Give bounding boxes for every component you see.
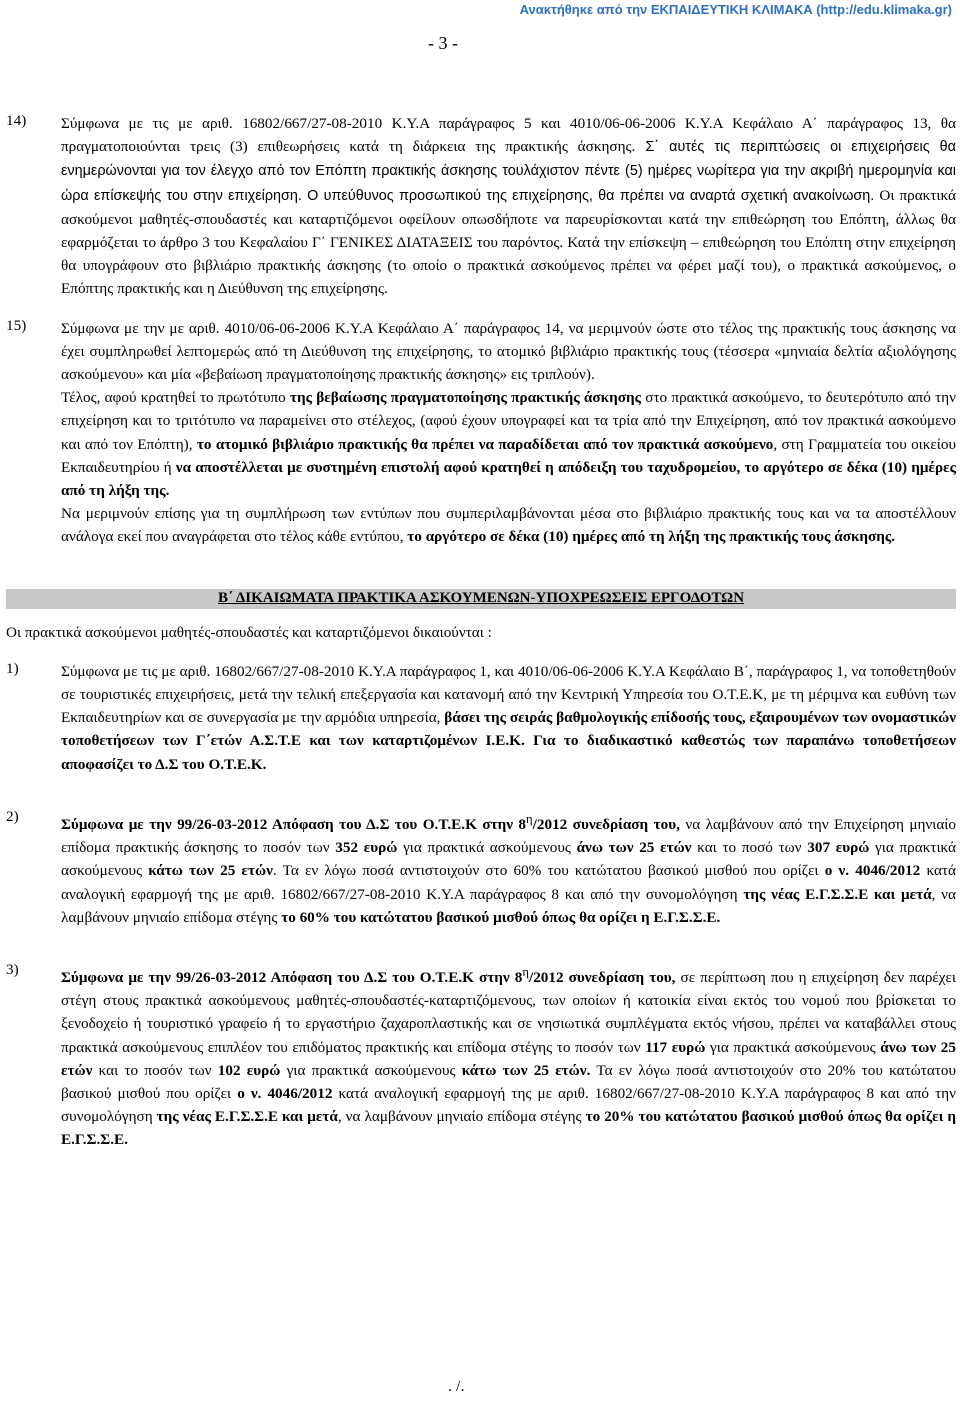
text-run: για πρακτικά ασκούμενους (705, 1038, 881, 1056)
section-heading-bar (6, 589, 956, 609)
bold-run: 102 ευρώ (217, 1061, 281, 1079)
item-text (61, 808, 956, 929)
item-15 (6, 317, 956, 549)
text-run: κατά αναλογική εφαρμογή της με αριθ. 16802/667/27-08-2010 Κ.Υ.Α παράγραφος 8 και από την συνομολόγηση (61, 862, 956, 903)
text-run: κατά αναλογική εφαρμογή της με αριθ. 16802/667/27-08-2010 Κ.Υ.Α παράγραφος 8 και από την συνομολόγηση (61, 1085, 956, 1126)
text-run: Σ΄ αυτές τις περιπτώσεις οι επιχειρήσεις θα ενημερώνονται για τον έλεγχο από τον Επόπτη πρακτικής άσκησης τουλάχιστον πέντε (5) ημέρες νωρίτερα για την ακριβή ημερομηνία και ώρα επίσκεψής του στην επιχείρηση. Ο υπεύθυνος προσωπικού της επιχείρησης, θα πρέπει να αναρτά σχετική ανακοίνωση. (61, 139, 956, 204)
item-b1 (6, 660, 956, 776)
item-text (61, 317, 956, 549)
bold-run: άνω των 25 ετών (576, 839, 692, 857)
item-b2 (6, 808, 956, 929)
bold-run: βάσει της σειράς βαθμολογικής επίδοσής τους, εξαιρουμένων των ονομαστικών τοποθετήσεων των Γ΄ετών Α.Σ.Τ.Ε και των καταρτιζομένων Ι.Ε.Κ. Για το διαδικαστικό καθεστώς των παραπάνω τοποθετήσεων αποφασίζει το Δ.Σ του Ο.Τ.Ε.Κ. (61, 709, 956, 773)
bold-run: της νέας Ε.Γ.Σ.Σ.Ε και μετά (743, 885, 932, 903)
item-number: 15) (6, 316, 27, 334)
bold-run: κάτω των 25 ετών. (461, 1061, 591, 1079)
text-run: Οι πρακτικά ασκούμενοι μαθητές-σπουδαστές και καταρτιζόμενοι οφείλουν οπωσδήποτε να παρευρίσκονται κατά την επιθεώρηση του Επόπτη, άλλως θα εφαρμόζεται το άρθρο 3 του Κεφαλαίου Γ΄ ΓΕΝΙΚΕΣ ΔΙΑΤΑΞΕΙΣ του παρόντος. Κατά την επίσκεψη – επιθεώρηση του Επόπτη στην επιχείρηση θα υπογράφουν στο βιβλιάριο πρακτικής άσκησης (το οποίο ο πρακτικά ασκούμενος πρέπει να φέρει μαζί του), ο πρακτικά ασκούμενος, ο Επόπτης πρακτικής και η Διεύθυνση της επιχείρησης. (61, 186, 956, 298)
bold-run: /2012 συνεδρίαση του, (532, 815, 680, 833)
item-number: 1) (6, 659, 19, 677)
text-run: για πρακτικά ασκούμενους (61, 839, 957, 880)
bold-run: κάτω των 25 ετών (148, 862, 273, 880)
text-run: Σύμφωνα με τις με αριθ. 16802/667/27-08-2010 Κ.Υ.Α παράγραφος 1, και 4010/06-06-2006 Κ.Υ.Α Κεφάλαιο Β΄, παράγραφος 1, να τοποθετηθούν σε τουριστικές επιχειρήσεις, μετά την τελική επεξεργασία και κατανομή από την Κεντρική Υπηρεσία του Ο.Τ.Ε.Κ, με τη μέριμνα και ευθύνη των Εκπαιδευτηρίων και σε συνεργασία με την αρμόδια υπηρεσία, (61, 662, 956, 727)
bold-run: της νέας Ε.Γ.Σ.Σ.Ε και μετά (156, 1108, 338, 1126)
bold-run: το 20% του κατώτατου βασικού μισθού όπως θα ορίζει η Ε.Γ.Σ.Σ.Ε. (61, 1108, 956, 1149)
bold-run: το αργότερο σε δέκα (10) ημέρες από τη λήξη της πρακτικής τους άσκησης. (407, 528, 896, 546)
bold-run: 117 ευρώ (645, 1038, 706, 1056)
item-text (61, 660, 956, 776)
item-number: 14) (6, 112, 27, 129)
bold-run: Σύμφωνα με την 99/26-03-2012 Απόφαση του Δ.Σ του Ο.Τ.Ε.Κ στην 8 (61, 969, 523, 987)
bold-run: της βεβαίωσης πραγματοποίησης πρακτικής άσκησης (290, 389, 641, 407)
section-title: Β΄ ΔΙΚΑΙΩΜΑΤΑ ΠΡΑΚΤΙΚΑ ΑΣΚΟΥΜΕΝΩΝ-ΥΠΟΧΡΕΩΣΕΙΣ ΕΡΓΟΔΟΤΩΝ (217, 590, 745, 607)
page-number: - 3 - (428, 33, 458, 53)
text-run: . Τα εν λόγω ποσά αντιστοιχούν στο 60% του κατώτατου βασικού μισθού που ορίζει (272, 862, 825, 880)
paragraph: Σύμφωνα με την με αριθ. 4010/06-06-2006 Κ.Υ.Α Κεφάλαιο Α΄ παράγραφος 14, να μεριμνούν ώστε στο τέλος της πρακτικής τους άσκησης να έχει συμπληρωθεί λεπτομερώς από τη Διεύθυνση της επιχείρησης, το ατομικό βιβλιάριο πρακτικής τους (τέσσερα «μηνιαία δελτία αξιολόγησης ασκούμενου» και μία «βεβαίωση πραγματοποίησης πρακτικής άσκησης» εις τριπλούν). (61, 319, 956, 384)
bold-run: 352 ευρώ (335, 839, 398, 857)
text-run: , να λαμβάνουν μηνιαίο επίδομα στέγης (337, 1108, 586, 1126)
item-number: 3) (6, 960, 19, 978)
text-run: στο πρακτικά ασκούμενο, το δευτερότυπο από την επιχείρηση και το τριτότυπο να παραμείνει στο στέλεχος, (αφού έχουν υπογραφεί και τα τρία από την Επιχείρηση, από τον πρακτικά ασκούμενο και από τον Επόπτη), (61, 389, 956, 453)
section-intro: Οι πρακτικά ασκούμενοι μαθητές-σπουδαστές και καταρτιζόμενοι δικαιούνται : (6, 623, 492, 641)
item-14 (6, 112, 956, 301)
text-run: Τα εν λόγω ποσά αντιστοιχούν στο 20% του κατώτατου βασικού μισθού που ορίζει (61, 1061, 957, 1103)
bold-run: ο ν. 4046/2012 (237, 1085, 333, 1103)
text-run: να λαμβάνουν από την Επιχείρηση μηνιαίο επίδομα πρακτικής άσκησης το ποσόν των (61, 815, 956, 857)
item-number: 2) (6, 807, 19, 825)
text-run: Σύμφωνα με τις με αριθ. 16802/667/27-08-2010 Κ.Υ.Α παράγραφος 5 και 4010/06-06-2006 Κ.Υ.Α Κεφάλαιο Α΄ παράγραφος 13, θα πραγματοποιούνται τρεις (3) επιθεωρήσεις κατά τη διάρκεια της πρακτικής άσκησης. (61, 115, 956, 156)
item-text (61, 112, 956, 301)
text-run: για πρακτικά ασκούμενους (280, 1061, 462, 1079)
bold-run: να αποστέλλεται με συστημένη επιστολή αφού κρατηθεί η απόδειξη του ταχυδρομείου, το αργότερο σε δέκα (10) ημέρες από τη λήξη της. (61, 458, 956, 500)
text-run: , να λαμβάνουν μηνιαίο επίδομα στέγης (61, 885, 957, 926)
source-watermark: Ανακτήθηκε από την ΕΚΠΑΙΔΕΥΤΙΚΗ ΚΛΙΜΑΚΑ (http://edu.klimaka.gr) (519, 2, 952, 17)
bold-run: άνω των 25 ετών (61, 1038, 956, 1079)
item-text (61, 961, 956, 1152)
bold-run: 307 ευρώ (807, 839, 870, 857)
text-run: και το ποσό των (691, 839, 808, 857)
text-run: και το ποσόν των (92, 1061, 218, 1079)
text-run: Τέλος, αφού κρατηθεί το πρωτότυπο (61, 389, 290, 407)
paragraph (61, 386, 956, 502)
page-continuation-mark: . /. (448, 1378, 465, 1395)
bold-run: το 60% του κατώτατου βασικού μισθού όπως θα ορίζει η Ε.Γ.Σ.Σ.Ε. (281, 908, 721, 926)
text-run: για πρακτικά ασκούμενους (397, 839, 577, 857)
bold-run: ο ν. 4046/2012 (824, 862, 921, 880)
paragraph (61, 502, 956, 548)
text-run: σε περίπτωση που η επιχείρηση δεν παρέχει στέγη στους πρακτικά ασκούμενους μαθητές-σπουδαστές-καταρτιζόμενους, των οποίων ή κατοικία είναι εκτός του νομού που βρίσκεται το ξενοδοχείο ή τουριστικό γραφείο ή το εργαστήριο ζαχαροπλαστικής και σε νησιωτικά συμπλέγματα εκτός νήσου, πρέπει να καταβάλλει στους πρακτικά ασκούμενους επιπλέον του επιδόματος πρακτικής και επίδομα στέγης το ποσόν των (61, 969, 956, 1056)
superscript: η (526, 811, 533, 826)
text-run: , στη Γραμματεία του οικείου Εκπαιδευτηρίου ή (61, 435, 956, 476)
superscript: η (522, 964, 529, 979)
bold-run: το ατομικό βιβλιάριο πρακτικής θα πρέπει να παραδίδεται από τον πρακτικά ασκούμενο (196, 435, 774, 453)
text-run: Να μεριμνούν επίσης για τη συμπλήρωση των εντύπων που συμπεριλαμβάνονται μέσα στο βιβλιάριο πρακτικής τους και να τα αποστέλλουν ανάλογα εκεί που αναγράφεται στο τέλος κάθε εντύπου, (61, 505, 956, 546)
document-body (6, 112, 956, 1152)
bold-run: Σύμφωνα με την 99/26-03-2012 Απόφαση του Δ.Σ του Ο.Τ.Ε.Κ στην 8 (61, 815, 527, 833)
bold-run: /2012 συνεδρίαση του, (528, 969, 676, 987)
item-b3 (6, 961, 956, 1152)
